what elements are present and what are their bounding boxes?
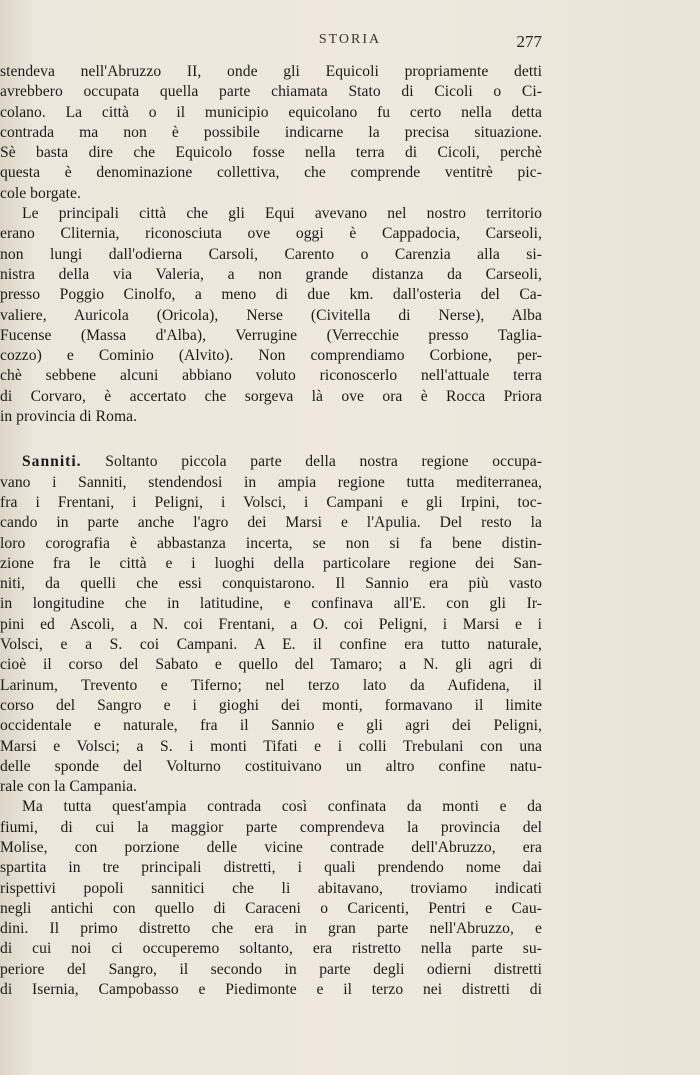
text-line: di Corvaro, è accertato che sorgeva là ove ora è Rocca Priora <box>0 387 542 405</box>
text-line: Larinum, Trevento e Tiferno; nel terzo lato da Aufidena, il <box>0 676 542 694</box>
text-line: di Isernia, Campobasso e Piedimonte e il terzo nei distretti di <box>0 981 542 999</box>
text-line: delle sponde del Volturno costituivano un altro confine natu- <box>0 757 542 775</box>
text-line: non lungi dall'odierna Carsoli, Carento o Carenzia alla si- <box>0 245 542 263</box>
text-line: Marsi e Volsci; a S. i monti Tifati e i colli Trebulani con una <box>0 737 542 755</box>
text-line: rale con la Campania. <box>0 778 138 796</box>
text-line: negli antichi con quello di Caraceni o Caricenti, Pentri e Cau- <box>0 899 542 917</box>
text-line: in longitudine che in latitudine, e confinava all'E. con gli Ir- <box>0 595 542 613</box>
text-line: corso del Sangro e i gioghi dei monti, formavano il limite <box>0 696 542 714</box>
page-number: 277 <box>516 32 542 51</box>
text-line: cando in parte anche l'agro dei Marsi e l'Apulia. Del resto la <box>0 514 542 532</box>
text-line: fiumi, di cui la maggior parte comprendeva la provincia del <box>0 818 542 836</box>
text-line: occidentale e naturale, fra il Sannio e gli agri dei Peligni, <box>0 717 542 735</box>
text-line: contrada ma non è possibile indicarne la precisa situazione. <box>0 123 542 141</box>
text-line: di cui noi ci occuperemo soltanto, era ristretto nella parte su- <box>0 940 542 958</box>
text-line: presso Poggio Cinolfo, a meno di due km. dall'osteria del Ca- <box>0 286 542 304</box>
text-line: nistra della via Valeria, a non grande distanza da Carseoli, <box>0 265 542 283</box>
text-line: vano i Sanniti, stendendosi in ampia regione tutta mediterranea, <box>0 473 542 491</box>
text-line <box>0 452 542 472</box>
text-line: periore del Sangro, il secondo in parte degli odierni distretti <box>0 960 542 978</box>
text-line: questa è denominazione collettiva, che comprende ventitrè pic- <box>0 164 542 182</box>
text-line: loro corografia è abbastanza incerta, se non si fa bene distin- <box>0 534 542 552</box>
text-line: cole borgate. <box>0 184 81 202</box>
text-line: fra i Frentani, i Peligni, i Volsci, i Campani e gli Irpini, toc- <box>0 493 542 511</box>
text-line: niti, da quelli che essi conquistarono. Il Sannio era più vasto <box>0 575 542 593</box>
text-line: erano Cliternia, riconosciuta ove oggi è Cappadocia, Carseoli, <box>0 225 542 243</box>
text-line: Ma tutta quest'ampia contrada così confinata da monti e da <box>22 798 542 816</box>
page-header <box>0 32 700 52</box>
text-line: colano. La città o il municipio equicolano fu certo nella detta <box>0 103 542 121</box>
text-line: in provincia di Roma. <box>0 408 138 426</box>
text-line: Fucense (Massa d'Alba), Verrugine (Verrecchie presso Taglia- <box>0 326 542 344</box>
text-line: cioè il corso del Sabato e quello del Tamaro; a N. gli agri di <box>0 656 542 674</box>
running-title: STORIA <box>318 32 382 47</box>
text-line: rispettivi popoli sannitici che li abitavano, troviamo indicati <box>0 879 542 897</box>
text-line: zione fra le città e i luoghi della particolare regione dei San- <box>0 554 542 572</box>
text-line: cozzo) e Cominio (Alvito). Non comprendiamo Corbione, per- <box>0 347 542 365</box>
body-text <box>0 62 542 1000</box>
text-line: Volsci, e a S. coi Campani. A E. il confine era tutto naturale, <box>0 636 542 654</box>
text-line: Molise, con porzione delle vicine contrade dell'Abruzzo, era <box>0 838 542 856</box>
text-line: avrebbero occupata quella parte chiamata Stato di Cicoli o Ci- <box>0 83 542 101</box>
text-line: dini. Il primo distretto che era in gran parte nell'Abruzzo, e <box>0 920 542 938</box>
text-line: Sè basta dire che Equicolo fosse nella terra di Cicoli, perchè <box>0 144 542 162</box>
text-line: pini ed Ascoli, a N. coi Frentani, a O. coi Peligni, i Marsi e i <box>0 615 542 633</box>
text-line-rest: Soltanto piccola parte della nostra regione occupa- <box>105 453 542 471</box>
section-heading: Sanniti. <box>22 453 82 471</box>
text-line: spartita in tre principali distretti, i quali prendendo nome dai <box>0 859 542 877</box>
text-line: valiere, Auricola (Oricola), Nerse (Civitella di Nerse), Alba <box>0 306 542 324</box>
section-gap <box>0 427 542 452</box>
text-line: Le principali città che gli Equi avevano nel nostro territorio <box>22 205 542 223</box>
text-line: chè sebbene alcuni abbiano voluto riconoscerlo nell'attuale terra <box>0 367 542 385</box>
text-line: stendeva nell'Abruzzo II, onde gli Equicoli propriamente detti <box>0 63 542 80</box>
